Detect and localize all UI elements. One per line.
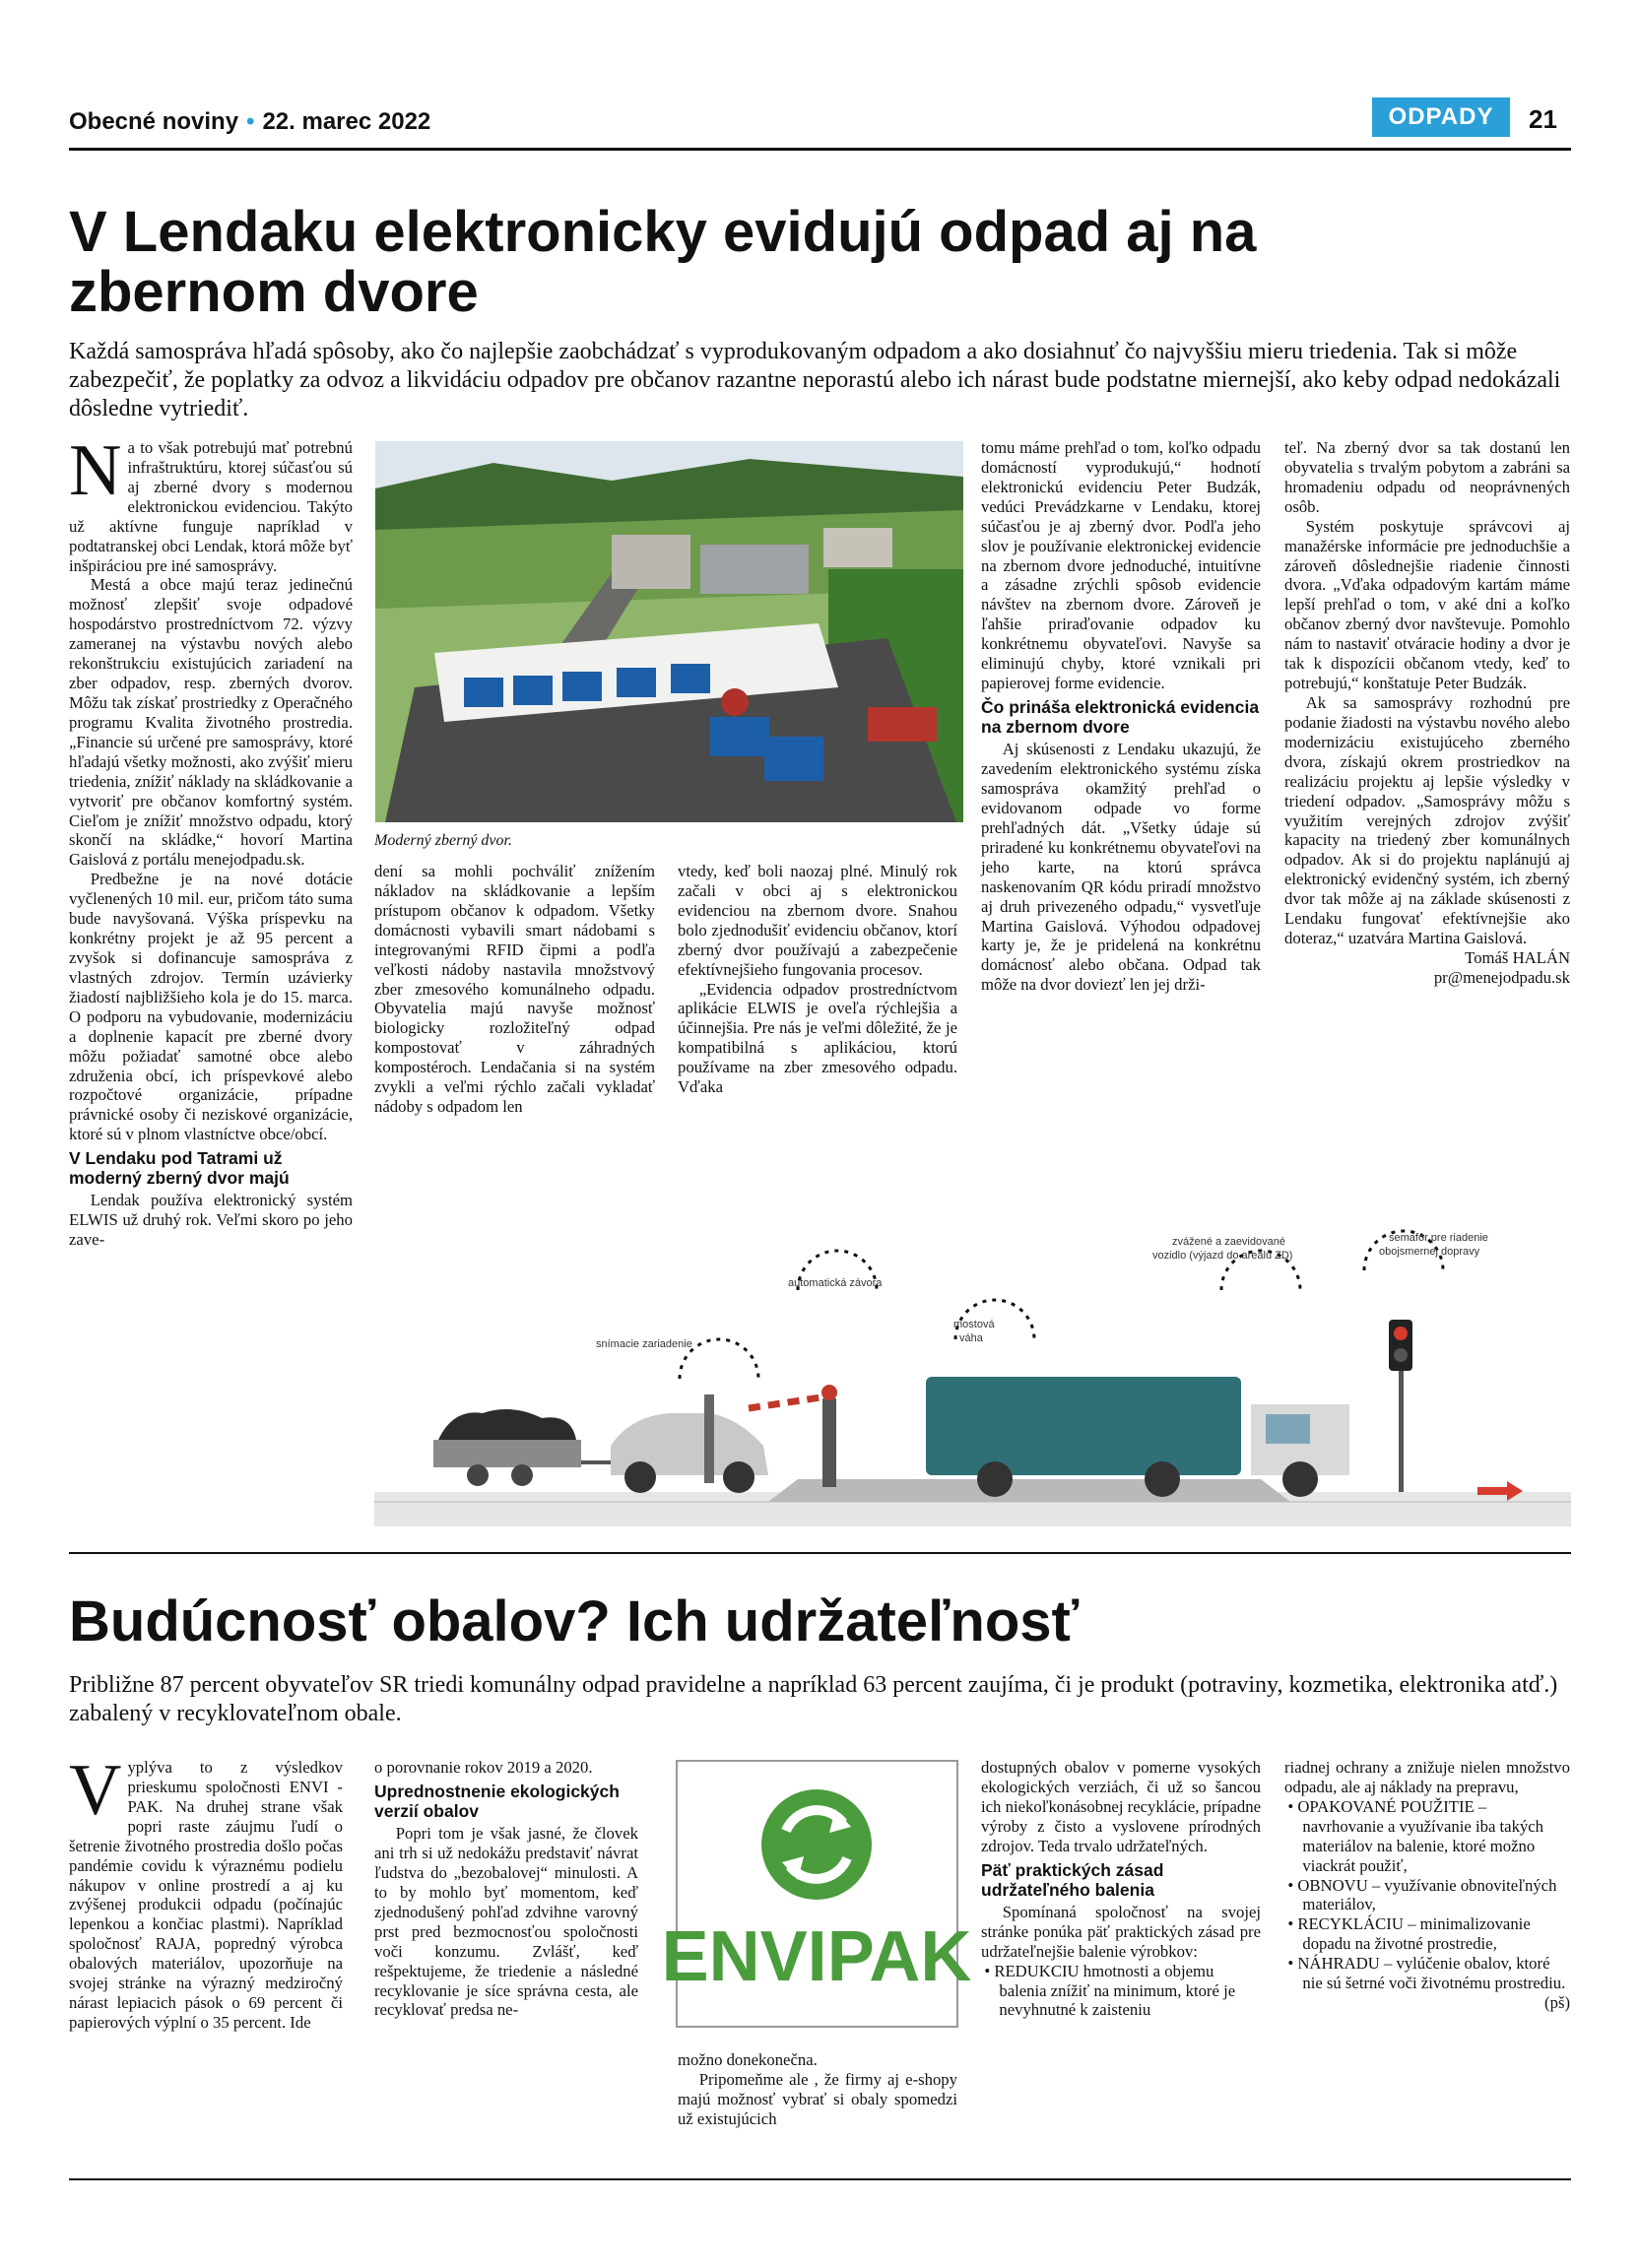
article1-subhead: V Lendaku pod Tatrami už moderný zberný dvor majú xyxy=(69,1148,290,1189)
article2-headline: Budúcnosť obalov? Ich udržateľnosť xyxy=(69,1589,1080,1653)
article2-column-3 xyxy=(678,2050,957,2129)
article1-paragraph: teľ. Na zberný dvor sa tak dostanú len obyvatelia s trvalým pobytom a zabráni sa hromadeniu odpadu od neoprávnených osôb. xyxy=(1284,438,1570,516)
article1-paragraph: Ak sa samosprávy rozhodnú pre podanie žiadosti na výstavbu nového alebo modernizáciu existujúceho zberného dvora, získajú okrem prostriedkov na realizáciu projektu aj lepšie výsledky v triedení odpadov. „Samosprávy môžu s využitím verejných zdrojov zvýšiť kapacity na triedený zber komunálnych odpadov. Ak si do projektu naplánujú aj elektronický evidenčný systém, ich zberný dvor tak môže aj na základe skúsenosti z Lendaku fungovať efektívnejšie ako doteraz,“ uzatvára Martina Gaislová. xyxy=(1284,692,1570,948)
diagram-illustration xyxy=(374,1211,1571,1526)
label-light-line1: semafór pre riadenie xyxy=(1389,1232,1488,1244)
article2-column-1 xyxy=(69,1750,343,2033)
page-number: 21 xyxy=(1529,104,1557,134)
article1-paragraph: Aj skúsenosti z Lendaku ukazujú, že zavedením elektronického systému získa samospráva okamžitý prehľad o evidovanom odpade vo forme prehľadných dát. „Všetky údaje sú priradené ku konkrétnemu obyvateľovi na jeho karte, na ktorú správca naskenovaním QR kódu priradí množstvo aj druh privezeného odpadu,“ vysvetľuje Martina Gaislová. Výhodou odpadovej karty je, že je pridelená na konkrétnu domácnosť alebo občana. Odpad tak môže na dvor doviezť len jej drži- xyxy=(981,740,1261,995)
drop-cap: N xyxy=(69,430,122,511)
envipak-logo-graphic xyxy=(661,1762,972,2026)
aerial-photo-illustration xyxy=(375,441,963,822)
label-weighed-line1: zvážené a zaevidované xyxy=(1172,1236,1285,1248)
logo-wordmark: ENVIPAK xyxy=(661,1917,972,1996)
label-scale-line1: mostová xyxy=(953,1319,995,1330)
article1-paragraph: Systém poskytuje správcovi aj manažérske informácie pre jednoduchšie a zároveň dôslednejšie riadenie činnosti dvora. „Vďaka odpadovým kartám máme lepší prehľad o tom, v aké dni a koľko občanov zberný dvor navštevuje. Pomohlo nám to nastaviť otváracie hodiny a dvor je tak k dispozícii občanom vtedy, keď to potrebujú,“ konštatuje Peter Budzák. xyxy=(1284,516,1570,693)
collection-yard-photo xyxy=(375,441,963,822)
label-barrier: automatická závora xyxy=(788,1277,883,1289)
article2-paragraph: možno donekonečna. xyxy=(678,2050,818,2069)
drop-cap: V xyxy=(69,1750,122,1831)
header-rule xyxy=(69,148,1571,151)
footer-rule xyxy=(69,2178,1571,2180)
article2-column-4 xyxy=(981,1758,1261,2020)
article2-column-5 xyxy=(1284,1758,1570,2013)
section-tag: ODPADY xyxy=(1372,97,1510,137)
article2-lead: Približne 87 percent obyvateľov SR triedi komunálny odpad pravidelne a napríklad 63 percent zaujíma, či je produkt (potraviny, kozmetika, elektronika atď.) zabalený v recyklovateľnom obale. xyxy=(69,1672,1558,1726)
principle-list-item: • RECYKLÁCIU – minimalizovanie dopadu na životné prostredie, xyxy=(1287,1914,1531,1954)
label-reader: snímacie zariadenie xyxy=(596,1338,692,1350)
photo-caption: Moderný zberný dvor. xyxy=(374,832,512,849)
article2-paragraph: riadnej ochrany a znižuje nielen množstvo odpadu, ale aj náklady na prepravu, xyxy=(1284,1758,1570,1796)
principle-list-item: • OPAKOVANÉ POUŽITIE – navrhovanie a využívanie iba takých materiálov na balenie, ktoré možno viackrát použiť, xyxy=(1287,1796,1544,1875)
article1-column-4 xyxy=(981,438,1261,995)
article2-paragraph: dostupných obalov v pomerne vysokých ekologických verziách, či už so šancou ich niekoľkonásobnej recyklácie, prípadne výroby z čisto a vyslovene prírodných zdrojov. Teda trvalo udržateľných. xyxy=(981,1758,1261,1855)
label-light-line2: obojsmernej dopravy xyxy=(1379,1246,1480,1258)
article1-column-1 xyxy=(69,430,353,1250)
collection-yard-diagram xyxy=(374,1211,1571,1526)
article1-column-2 xyxy=(374,862,655,1117)
article2-subhead: Uprednostnenie ekologických verzií obalov xyxy=(374,1781,620,1822)
article1-column-5 xyxy=(1284,438,1570,988)
article2-paragraph: o porovnanie rokov 2019 a 2020. xyxy=(374,1758,593,1777)
article1-paragraph: vtedy, keď boli naozaj plné. Minulý rok začali v obci aj s elektronickou evidenciou na zbernom dvore. Snahou bolo zjednodušiť evidenciu občanov, ktorí zberný dvor používajú a zabezpečenie efektívnejšieho fungovania procesov. xyxy=(678,862,957,979)
envipak-logo xyxy=(661,1760,972,2028)
article1-subhead: Čo prináša elektronická evidencia na zbernom dvore xyxy=(981,696,1260,738)
publication-name: Obecné noviny xyxy=(69,108,239,135)
running-header xyxy=(69,108,430,136)
principle-list-item: • OBNOVU – využívanie obnoviteľných materiálov, xyxy=(1287,1875,1557,1914)
label-weighed-line2: vozidlo (výjazd do areálu ZD) xyxy=(1152,1250,1293,1262)
article2-paragraph: Pripomeňme ale , že firmy aj e-shopy majú možnosť vybrať si obaly spomedzi už existujúcich xyxy=(678,2069,957,2128)
article2-paragraph: Popri tom je však jasné, že človek ani trh si už nedokážu predstaviť návrat ľudstva do „bezobalovej“ minulosti. A to by mohlo byť momentom, keď zjednodušený pohľad zdvihne varovný prst pred bezmocnosťou spoločnosti voči konzumu. Zvlášť, keď rešpektujeme, že triedenie a následné recyklovanie je síce správna cesta, ale recyklovať predsa ne- xyxy=(374,1824,638,2020)
article2-subhead: Päť praktických zásad udržateľného balenia xyxy=(981,1859,1164,1900)
label-scale-line2: váha xyxy=(959,1332,983,1344)
principle-list-item: • NÁHRADU – vylúčenie obalov, ktoré nie sú šetrné voči životnému prostrediu. xyxy=(1287,1954,1566,1993)
article1-paragraph: Mestá a obce majú teraz jedinečnú možnosť zlepšiť svoje odpadové hospodárstvo prostredníctvom 72. výzvy zameranej na výstavbu nových alebo rekonštrukciu existujúcich zariadení na zber odpadov, resp. zberných dvorov. Môžu tak získať prostriedky z Operačného programu Kvalita životného prostredia. „Financie sú určené pre samosprávy, ktoré hľadajú všetky možnosti, ako zvýšiť mieru triedenia, znížiť náklady na skládkovanie a vytvoriť pre občanov komfortný systém. Cieľom je znížiť množstvo odpadu, ktorý skončí na skládke,“ hovorí Martina Gaislová z portálu menejodpadu.sk. xyxy=(69,575,353,870)
principle-list-item: • REDUKCIU hmotnosti a objemu balenia znížiť na minimum, ktoré je nevyhnutné k zaisteniu xyxy=(984,1961,1236,2020)
article1-column-3 xyxy=(678,862,957,1097)
author-email: pr@menejodpadu.sk xyxy=(1433,967,1570,987)
issue-date: 22. marec 2022 xyxy=(262,108,431,135)
article1-paragraph: „Evidencia odpadov prostredníctvom aplikácie ELWIS je oveľa rýchlejšia a účinnejšia. Pre nás je veľmi dôležité, že je kompatibilná s aplikáciou, ktorú používame na zber zmesového odpadu. Vďaka xyxy=(678,979,957,1097)
article2-paragraph: yplýva to z výsledkov prieskumu spoločnosti ENVI - PAK. Na druhej strane však popri raste záujmu ľudí o šetrenie životného prostredia došlo počas pandémie covidu k výraznému podielu nákupov v online prostredí a aj ku zvýšenej produkcii odpadu (počínajúc lepenkou a končiac plastmi). Napríklad spoločnosť RAJA, popredný výrobca obalových materiálov, upozorňuje na svojej stránke na výrazný medziročný nárast lepiacich pások o 69 percent či papierových výplní o 35 percent. Ide xyxy=(69,1758,343,2032)
article-divider xyxy=(69,1552,1571,1554)
article1-paragraph: tomu máme prehľad o tom, koľko odpadu domácností vyprodukujú,“ hodnotí elektronickú evidenciu Peter Budzák, vedúci Prevádzkarne v Lendaku, ktorej súčasťou je aj zberný dvor. Podľa jeho slov je používanie elektronickej evidencie na zbernom dvore jednoduché, intuitívne a zásadne zrýchli spôsob evidencie návštev na zbernom dvore. Zároveň je ľahšie priraďovanie odpadov ku konkrétnemu obyvateľovi. Navyše sa eliminujú chyby, ktoré vznikali pri papierovej forme evidencie. xyxy=(981,438,1261,693)
article1-paragraph: Lendak používa elektronický systém ELWIS už druhý rok. Veľmi skoro po jeho zave- xyxy=(69,1191,353,1250)
article1-lead: Každá samospráva hľadá spôsoby, ako čo najlepšie zaobchádzať s vyprodukovaným odpadom a ako dosiahnuť čo najvyššiu mieru triedenia. Tak si môže zabezpečiť, že poplatky za odvoz a likvidáciu odpadov pre občanov razantne neporastú alebo ich nárast bude podstatne miernejší, ako keby odpad nedokázali dôsledne vytriediť. xyxy=(69,339,1561,421)
author-name: Tomáš HALÁN xyxy=(1465,947,1570,967)
article1-paragraph: Predbežne je na nové dotácie vyčlenených 10 mil. eur, pričom táto suma bude navyšovaná. Výška príspevku na konkrétny projekt je až 95 percent a zvyšok si dofinancuje samospráva z vlastných zdrojov. Termín uzávierky žiadostí najbližšieho kola je do 15. marca. O podporu na vybudovanie, modernizáciu a doplnenie kapacít pre zberné dvory môžu požiadať samotné obce alebo združenia obcí, ich príspevkové alebo rozpočtové organizácie, prípadne právnické osoby či neziskové organizácie, ktoré sú v plnom vlastníctve obce/obcí. xyxy=(69,870,353,1144)
article2-column-2 xyxy=(374,1758,638,2020)
article1-paragraph: dení sa mohli pochváliť znížením nákladov na skládkovanie a lepším prístupom občanov k odpadom. Všetky domácnosti vybavili smart nádobami s integrovanými RFID čipmi a podľa veľkosti nádoby nastavila množstvový zber zmesového komunálneho odpadu. Obyvatelia majú navyše možnosť biologicky rozložiteľný odpad kompostovať v záhradných kompostéroch. Lendačania si na systém zvykli a veľmi rýchlo začali vykladať nádoby s odpadom len xyxy=(374,862,655,1117)
article1-paragraph: a to však potrebujú mať potrebnú infraštruktúru, ktorej súčasťou sú aj zberné dvory s modernou elektronickou evidenciou. Takýto už aktívne funguje napríklad v podtatranskej obci Lendak, ktorá môže byť inšpiráciou pre iné samosprávy. xyxy=(69,438,353,575)
article2-paragraph: Spomínaná spoločnosť na svojej stránke ponúka päť praktických zásad pre udržateľnejšie balenie výrobkov: xyxy=(981,1902,1261,1961)
article1-headline: V Lendaku elektronicky evidujú odpad aj na zbernom dvore xyxy=(69,200,1257,324)
author-signature: (pš) xyxy=(1544,1993,1570,2013)
separator-dot: • xyxy=(246,108,255,135)
